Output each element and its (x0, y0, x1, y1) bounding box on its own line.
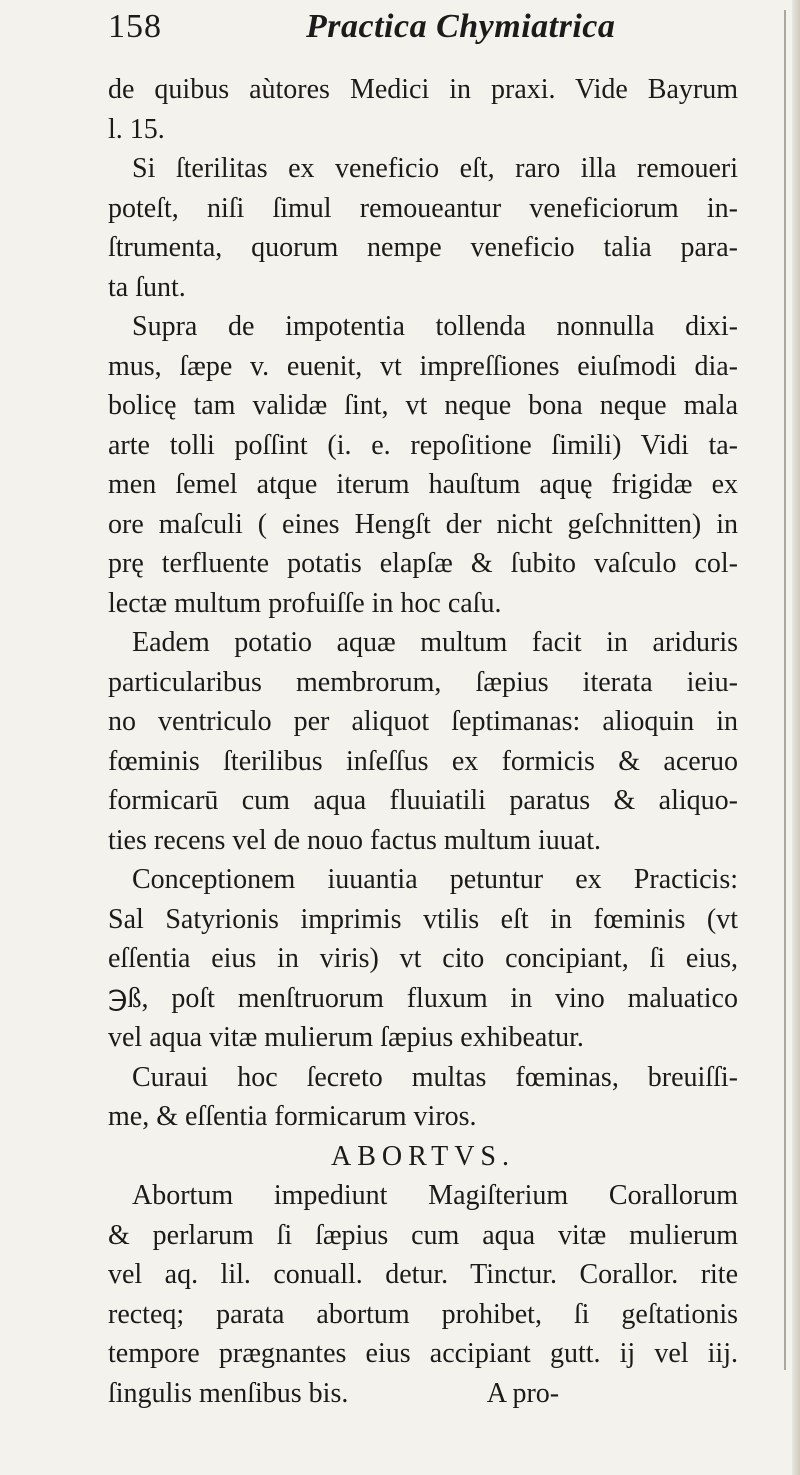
text-line: l. 15. (108, 113, 165, 145)
text-line: ore maſculi ( eines Hengſt der nicht geſchnitten) in (108, 508, 738, 540)
text-line: ℈ß, poſt menſtruorum fluxum in vino maluatico (108, 982, 738, 1014)
text-line: ta ſunt. (108, 271, 186, 303)
text-line: me, & eſſentia formicarum viros. (108, 1101, 477, 1132)
text-line: Eadem potatio aquæ multum facit in ariduris (132, 627, 738, 658)
text-line: poteſt, niſi ſimul remoueantur veneficiorum in- (108, 192, 738, 224)
section-heading: ABORTVS. (330, 1140, 515, 1172)
running-head: Practica Chymiatrica (306, 8, 616, 45)
text-line: tempore prægnantes eius accipiant gutt. ij vel iij. (108, 1338, 738, 1369)
text-line: men ſemel atque iterum hauſtum aquę frigidæ ex (108, 469, 738, 500)
text-line: de quibus aùtores Medici in praxi. Vide Bayrum (108, 74, 738, 105)
text-line: formicarū cum aqua fluuiatili paratus & aliquo- (108, 785, 738, 816)
text-line: Sal Satyrionis imprimis vtilis eſt in fœminis (vt (108, 903, 738, 935)
text-line: Abortum impediunt Magiſterium Corallorum (132, 1180, 738, 1211)
text-line: Si ſterilitas ex veneficio eſt, raro illa remoueri (132, 153, 738, 184)
text-line: fœminis ſterilibus inſeſſus ex formicis & aceruo (108, 745, 738, 777)
text-line: recteq; parata abortum prohibet, ſi geſtationis (108, 1298, 738, 1330)
page-edge (792, 0, 800, 1475)
text-line: eſſentia eius in viris) vt cito concipiant, ſi eius, (108, 943, 738, 974)
body-text (108, 70, 738, 1413)
text-line: vel aq. lil. conuall. detur. Tinctur. Corallor. rite (108, 1259, 738, 1290)
page-number: 158 (108, 8, 162, 45)
text-line: & perlarum ſi ſæpius cum aqua vitæ mulierum (108, 1219, 738, 1251)
text-line: Curaui hoc ſecreto multas fœminas, breuiſſi- (132, 1061, 738, 1093)
text-line: no ventriculo per aliquot ſeptimanas: alioquin in (108, 706, 738, 737)
text-line: ſingulis menſibus bis. A pro- (108, 1377, 560, 1409)
text-line: particularibus membrorum, ſæpius iterata ieiu- (108, 666, 738, 698)
text-line: lectæ multum profuiſſe in hoc caſu. (108, 587, 502, 619)
text-line: bolicę tam validæ ſint, vt neque bona neque mala (108, 390, 738, 421)
text-line: ſtrumenta, quorum nempe veneficio talia para- (108, 232, 738, 263)
text-line: ties recens vel de nouo factus multum iuuat. (108, 824, 601, 856)
text-line: vel aqua vitæ mulierum ſæpius exhibeatur. (108, 1022, 584, 1053)
text-line: Supra de impotentia tollenda nonnulla dixi- (132, 311, 738, 342)
binding-shadow (784, 10, 786, 1370)
text-line: prę terfluente potatis elapſæ & ſubito vaſculo col- (108, 548, 738, 579)
text-line: Conceptionem iuuantia petuntur ex Practicis: (132, 864, 738, 895)
text-line: arte tolli poſſint (i. e. repoſitione ſimili) Vidi ta- (108, 429, 738, 461)
text-line: mus, ſæpe v. euenit, vt impreſſiones eiuſmodi dia- (108, 350, 738, 382)
